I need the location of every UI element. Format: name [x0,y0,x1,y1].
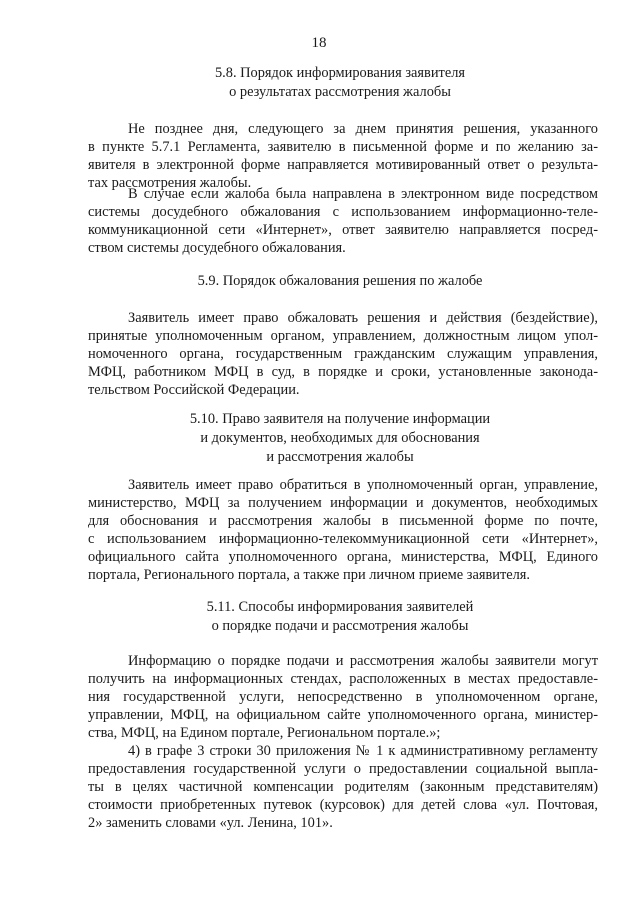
text-line: предоставления государственной услуги о предоставлении социальной выпла- [88,761,598,777]
text-line: официального сайта уполномоченного органа, министерства, МФЦ, Единого [88,549,598,565]
text-line: ства, МФЦ, на Едином портале, Региональном портале.»; [88,725,441,741]
text-line: коммуникационной сети «Интернет», ответ заявителю направляется посред- [88,222,598,238]
text-line: 4) в графе 3 строки 30 приложения № 1 к административному регламенту [128,743,598,759]
text-line: Заявитель имеет право обжаловать решения и действия (бездействие), [128,310,598,326]
text-line: 2» заменить словами «ул. Ленина, 101». [88,815,333,831]
heading-line: и документов, необходимых для обоснования [200,430,480,446]
text-line: Не позднее дня, следующего за днем принятия решения, указанного [128,121,598,137]
heading-line: 5.9. Порядок обжалования решения по жалобе [197,273,483,289]
text-line: МФЦ, работником МФЦ в суд, в порядке и сроки, установленные законода- [88,364,598,380]
heading-line: 5.10. Право заявителя на получение информации [189,411,491,427]
heading-line: 5.11. Способы информирования заявителей [206,599,474,615]
text-line: стоимости приобретенных путевок (курсовок) для детей слова «ул. Почтовая, [88,797,598,813]
section-heading-5-9 [120,272,560,291]
text-line: явителя в электронной форме направляется мотивированный ответ о результа- [88,157,598,173]
paragraph-5-8-2 [88,185,598,257]
section-heading-5-8 [120,64,560,102]
paragraph-5-9-1 [88,309,598,399]
paragraph-5-10-1 [88,476,598,584]
text-line: министерство, МФЦ за получением информации и документов, необходимых [88,495,598,511]
text-line: тах рассмотрения жалобы. [88,175,252,191]
text-line: в пункте 5.7.1 Регламента, заявителю в письменной форме и по желанию за- [88,139,598,155]
text-line: принятые уполномоченным органом, управлением, должностным лицом упол- [88,328,598,344]
text-line: управлении, МФЦ, на официальном сайте уполномоченного органа, министер- [88,707,598,723]
text-line: ством системы досудебного обжалования. [88,240,346,256]
paragraph-5-8-1 [88,120,598,192]
page-number: 18 [311,35,327,51]
paragraph-5-11-1 [88,652,598,742]
text-line: получить на информационных стендах, расположенных в местах предоставле- [88,671,598,687]
heading-line: о результатах рассмотрения жалобы [229,84,451,100]
text-line: системы досудебного обжалования с использованием информационно-теле- [88,204,598,220]
text-line: Информацию о порядке подачи и рассмотрения жалобы заявители могут [128,653,598,669]
text-line: ния государственной услуги, непосредственно в уполномоченном органе, [88,689,598,705]
text-line: с использованием информационно-телекоммуникационной сети «Интернет», [88,531,598,547]
text-line: В случае если жалоба была направлена в электронном виде посредством [128,186,598,202]
text-line: портала, Регионального портала, а также при личном приеме заявителя. [88,567,531,583]
text-line: для обоснования и рассмотрения жалобы в письменной форме по почте, [88,513,598,529]
heading-line: 5.8. Порядок информирования заявителя [214,65,466,81]
heading-line: и рассмотрения жалобы [266,449,414,465]
text-line: Заявитель имеет право обратиться в уполномоченный орган, управление, [128,477,598,493]
heading-line: о порядке подачи и рассмотрения жалобы [211,618,469,634]
text-line: ты в целях частичной компенсации родителям (законным представителям) [88,779,598,795]
paragraph-amendment-4 [88,742,598,832]
text-line: тельством Российской Федерации. [88,382,300,398]
text-line: номоченного органа, государственным гражданским служащим управления, [88,346,598,362]
section-heading-5-10 [120,410,560,467]
section-heading-5-11 [120,598,560,636]
